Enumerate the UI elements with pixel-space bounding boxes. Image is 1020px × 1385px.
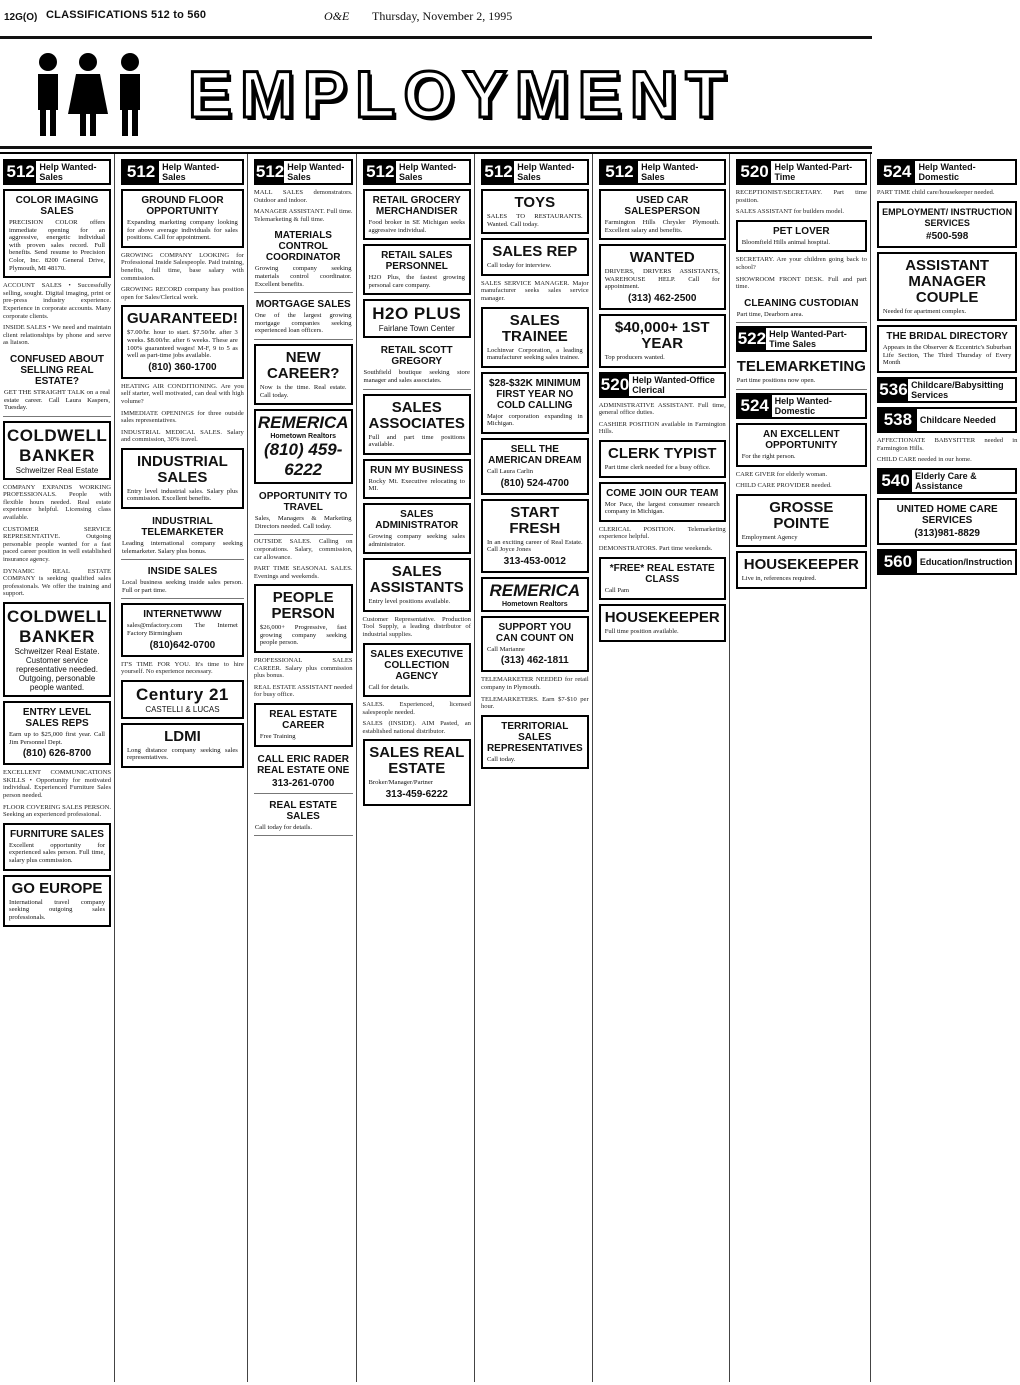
- section-heading: 538 Childcare Needed: [877, 407, 1018, 433]
- ad-text-filler: MALL SALES demonstrators. Outdoor and indoor. MANAGER ASSISTANT. Full time. Telemarketing & full time.: [253, 189, 353, 223]
- classified-ad: CLEANING CUSTODIAN Part time, Dearborn area.: [736, 295, 867, 324]
- section-heading: 520 Help Wanted-Part-Time: [736, 159, 867, 185]
- ad-title: CONFUSED ABOUT SELLING REAL ESTATE?: [9, 353, 105, 387]
- column-4: [360, 154, 475, 1382]
- section-heading: 512 Help Wanted-Sales: [599, 159, 726, 185]
- classified-ad: [3, 351, 111, 417]
- coldwell-banker-logo: COLDWELL BANKER Schweitzer Real Estate: [3, 421, 111, 480]
- ad-body: GET THE STRAIGHT TALK on a real estate career. Call Laura Kaspers, Tuesday.: [4, 388, 111, 412]
- column-1: [0, 154, 115, 1382]
- column-5: [478, 154, 593, 1382]
- classified-ad: MORTGAGE SALES One of the largest growing mortgage companies seeking experienced loan officers.: [254, 296, 353, 340]
- ad-text-filler: PART TIME child care/housekeeper needed.: [876, 189, 995, 196]
- classified-ad: INDUSTRIAL TELEMARKETER Leading international company seeking telemarketer. Salary plus bonus.: [121, 513, 244, 560]
- page-number: 12G(O): [4, 12, 38, 23]
- ad-text-filler: TELEMARKETER NEEDED for retail company in Plymouth. TELEMARKETERS. Earn $7-$10 per hour.: [480, 676, 589, 711]
- classified-ad: REAL ESTATE SALES Call today for details.: [254, 797, 353, 837]
- banner-title: EMPLOYMENT: [188, 57, 734, 131]
- classified-columns: [0, 152, 1018, 1382]
- ad-phone: (810) 626-8700: [22, 748, 92, 760]
- section-heading: 540 Elderly Care & Assistance: [877, 468, 1018, 494]
- section-number: 512: [6, 162, 35, 181]
- ad-text-filler: IT'S TIME FOR YOU. It's time to hire yourself. No experience necessary.: [121, 660, 244, 676]
- classified-ad: ASSISTANT MANAGER COUPLE Needed for apartment complex.: [877, 252, 1018, 322]
- ad-title: COLOR IMAGING SALES: [15, 195, 99, 217]
- ad-body: PRECISION COLOR offers immediate opening for an aggressive, energetic individual with proven sales record. Full benefits. Send resume to Precision Color, Inc. 8200 General Drive, Plymouth, MI 48170.: [9, 219, 106, 272]
- classified-ad: SUPPORT YOU CAN COUNT ON Call Marianne (313) 462-1811: [481, 616, 589, 673]
- section-heading: 512 Help Wanted-Sales: [363, 159, 471, 185]
- remerica-logo: REMERICA Hometown Realtors (810) 459-6222: [254, 409, 353, 484]
- classified-ad: TOYS SALES TO RESTAURANTS. Wanted. Call today.: [481, 189, 589, 234]
- section-heading: 536 Childcare/Babysitting Services: [877, 377, 1018, 403]
- ad-title: GO EUROPE: [11, 879, 103, 897]
- banner-top-rule: [0, 36, 872, 39]
- section-heading: 512 Help Wanted-Sales: [121, 159, 244, 185]
- ad-text-filler: EXCELLENT COMMUNICATIONS SKILLS • Opportunity for motivated individual. Experienced Furniture Sales person needed. FLOOR COVERING SALES PERSON. Seeking an experienced professional.: [3, 769, 112, 819]
- ad-text-filler: ACCOUNT SALES • Successfully selling, sought. Digital imaging, print or pre-press industry experience. Experience in corporate accounts. Many corporate clients. INSIDE SALES • We need and maintain client relationships by phone and serve as liaison.: [3, 282, 112, 347]
- classifications-range: CLASSIFICATIONS 512 to 560: [46, 9, 207, 21]
- ad-text-filler: SECRETARY. Are your children going back to school? SHOWROOM FRONT DESK. Full and part time.: [735, 256, 867, 291]
- people-figures-icon: [18, 44, 168, 144]
- classified-ad: WANTED DRIVERS, DRIVERS ASSISTANTS, WAREHOUSE HELP. Call for appointment. (313) 462-2500: [599, 244, 726, 310]
- classified-ad: HOUSEKEEPER Live in, references required.: [736, 551, 867, 589]
- classified-ad: SALES EXECUTIVE COLLECTION AGENCY Call for details.: [363, 643, 471, 698]
- ad-body: Earn up to $25,000 first year. Call Jim Personnel Dept.: [9, 731, 106, 746]
- ad-body: International travel company seeking outgoing sales professionals.: [9, 898, 106, 921]
- remerica-logo: REMERICA Hometown Realtors: [481, 577, 589, 612]
- classified-ad: CLERK TYPIST Part time clerk needed for a busy office.: [599, 440, 726, 478]
- ad-text-filler: AFFECTIONATE BABYSITTER needed in Farmington Hills. CHILD CARE needed in our home.: [876, 436, 1018, 464]
- ad-text-filler: CLERICAL POSITION. Telemarketing experience helpful. DEMONSTRATORS. Part time weekends.: [598, 525, 726, 552]
- ad-text-filler: SALES. Experienced, licensed salespeople needed. SALES (INSIDE). AIM Pasted, an established national distributor.: [362, 701, 471, 735]
- classified-ad: RETAIL SALES PERSONNEL H2O Plus, the fastest growing personal care company.: [363, 244, 471, 295]
- classified-ad: SALES ASSISTANTS Entry level positions available.: [363, 558, 471, 612]
- classified-ad: INTERNETWWW sales@mfactory.com The Internet Factory Birmingham (810)642-0700: [121, 603, 244, 656]
- classified-ad: THE BRIDAL DIRECTORY Appears in the Observer & Eccentric's Suburban Life Section, The Third Thursday of Every Month: [877, 325, 1018, 373]
- ad-text-filler: RECEPTIONIST/SECRETARY. Part time position. SALES ASSISTANT for builders model.: [735, 189, 867, 216]
- section-heading: 524 Help Wanted-Domestic: [736, 393, 867, 419]
- classified-ad: SALES REAL ESTATE Broker/Manager/Partner 313-459-6222: [363, 739, 471, 806]
- section-heading: 512 Help Wanted-Sales: [254, 159, 353, 185]
- classified-ad: SALES REP Call today for interview.: [481, 238, 589, 276]
- column-8: [874, 154, 1020, 1382]
- classified-ad: [3, 875, 111, 928]
- ad-title: FURNITURE SALES: [10, 828, 104, 840]
- ad-text-filler: Customer Representative. Production Tool Supply, a leading distributor of industrial supplies.: [362, 615, 471, 638]
- classified-ad: SALES ADMINISTRATOR Growing company seeking sales administrator.: [363, 503, 471, 554]
- banner-bottom-rule: [0, 146, 872, 149]
- classified-ad: AN EXCELLENT OPPORTUNITY For the right person.: [736, 423, 867, 467]
- classified-ad: *FREE* REAL ESTATE CLASS Call Pam: [599, 557, 726, 601]
- classified-ad: [3, 189, 111, 278]
- century-21-logo: Century 21 CASTELLI & LUCAS: [121, 680, 244, 719]
- classified-ad: LDMI Long distance company seeking sales representatives.: [121, 723, 244, 768]
- classified-ad: CALL ERIC RADER REAL ESTATE ONE 313-261-0700: [254, 751, 353, 794]
- section-heading: 512 Help Wanted-Sales: [481, 159, 589, 185]
- classified-ad: HOUSEKEEPER Full time position available.: [599, 604, 726, 642]
- classified-ad: SELL THE AMERICAN DREAM Call Laura Carlin (810) 524-4700: [481, 438, 589, 495]
- classified-ad: PET LOVER Bloomfield Hills animal hospital.: [736, 220, 867, 253]
- running-head: [0, 0, 872, 34]
- classified-ad: INDUSTRIAL SALES Entry level industrial sales. Salary plus commission. Excellent benefits.: [121, 448, 244, 509]
- column-3: [251, 154, 357, 1382]
- classified-ad: GROSSE POINTE Employment Agency: [736, 494, 867, 548]
- classified-ad: REAL ESTATE CAREER Free Training: [254, 703, 353, 747]
- ad-text-filler: OUTSIDE SALES. Calling on corporations. Salary, commission, car allowance. PART TIME SEASONAL SALES. Evenings and weekends.: [253, 538, 353, 580]
- classified-ad: SALES TRAINEE Lochinvar Corporation, a leading manufacturer seeking sales trainee.: [481, 307, 589, 368]
- classified-ad: OPPORTUNITY TO TRAVEL Sales, Managers & Marketing Directors needed. Call today.: [254, 488, 353, 535]
- section-heading: 520 Help Wanted-Office Clerical: [599, 372, 726, 398]
- publication-date: Thursday, November 2, 1995: [372, 9, 513, 23]
- ad-text-filler: PROFESSIONAL SALES CAREER. Salary plus commission plus bonus. REAL ESTATE ASSISTANT needed for busy office.: [253, 657, 353, 699]
- classified-ad: GROUND FLOOR OPPORTUNITY Expanding marketing company looking for above average individuals for sales positions. Call for appointment.: [121, 189, 244, 248]
- classified-ad: COME JOIN OUR TEAM Mor Pace, the largest consumer research company in Michigan.: [599, 482, 726, 522]
- classified-ad: USED CAR SALESPERSON Farmington Hills Chrysler Plymouth. Excellent salary and benefits.: [599, 189, 726, 240]
- ad-title: ENTRY LEVEL SALES REPS: [22, 707, 92, 729]
- employment-instruction-box: EMPLOYMENT/ INSTRUCTION SERVICES #500-598: [877, 201, 1018, 248]
- classified-ad: NEW CAREER? Now is the time. Real estate. Call today.: [254, 344, 353, 405]
- coldwell-banker-logo: COLDWELL BANKER Schweitzer Real Estate. Customer service representative needed. Outgoing, personable people wanted.: [3, 602, 111, 697]
- ad-body: Excellent opportunity for experienced sales person. Full time, salary plus commission.: [9, 841, 106, 864]
- classified-ad: GUARANTEED! $7.00/hr. hour to start. $7.50/hr. after 3 weeks. $8.00/hr. after 6 weeks. These are 100% guaranteed wages! M-F, 9 to 5 as well as part-time jobs available. (810) 360-1700: [121, 305, 244, 378]
- classified-ad: SALES ASSOCIATES Full and part time positions available.: [363, 394, 471, 455]
- section-label: Help Wanted-Sales: [39, 162, 97, 182]
- classified-ad: UNITED HOME CARE SERVICES (313)981-8829: [877, 498, 1018, 545]
- ad-text-filler: SALES SERVICE MANAGER. Major manufacturer seeks sales service manager.: [480, 279, 589, 302]
- section-heading: 560 Education/Instruction: [877, 549, 1018, 575]
- classified-ad: $40,000+ 1ST YEAR Top producers wanted.: [599, 314, 726, 368]
- h2o-plus-logo: H2O PLUS Fairlane Town Center: [363, 299, 471, 338]
- section-heading: 524 Help Wanted-Domestic: [877, 159, 1018, 185]
- classified-ad: START FRESH In an exciting career of Real Estate. Call Joyce Jones 313-453-0012: [481, 499, 589, 573]
- classified-ad: RUN MY BUSINESS Rocky Mt. Executive relocating to MI.: [363, 459, 471, 499]
- classified-ad: RETAIL GROCERY MERCHANDISER Food broker in SE Michigan seeks aggressive individual.: [363, 189, 471, 240]
- classified-ad: INSIDE SALES Local business seeking inside sales person. Full or part time.: [121, 563, 244, 599]
- column-6: [596, 154, 730, 1382]
- column-2: [118, 154, 248, 1382]
- section-banner: [0, 34, 872, 150]
- classified-ad: TERRITORIAL SALES REPRESENTATIVES Call today.: [481, 715, 589, 770]
- classified-ad: [3, 823, 111, 871]
- section-heading: 522 Help Wanted-Part-Time Sales: [736, 326, 867, 352]
- column-7: [733, 154, 871, 1382]
- ad-text-filler: COMPANY EXPANDS WORKING PROFESSIONALS. People with flexible hours needed. Real estate experience helpful. Licensing class available. CUSTOMER SERVICE REPRESENTATIVE. Outgoing personable people wanted for a fast paced career position in well established insurance agency. DYNAMIC REAL ESTATE COMPANY is seeking qualified sales professionals. We offer the training and support.: [3, 483, 112, 598]
- ad-text-filler: GROWING COMPANY LOOKING for Professional Inside Salespeople. Paid training, benefits, full time, base salary with commission. GROWING RECORD company has position open for Sales/Clerical work.: [121, 251, 244, 301]
- classified-ad: MATERIALS CONTROL COORDINATOR Growing company seeking materials control coordinator. Excellent benefits.: [254, 227, 353, 293]
- ad-text-filler: CARE GIVER for elderly woman. CHILD CARE PROVIDER needed.: [735, 470, 832, 490]
- classified-ad: PEOPLE PERSON $26,000+ Progressive, fast growing company seeking people person.: [254, 584, 353, 653]
- classified-ad: RETAIL SCOTT GREGORY Southfield boutique seeking store manager and sales associates.: [363, 342, 471, 389]
- section-heading: [3, 159, 111, 185]
- classified-ad: TELEMARKETING Part time positions now open.: [736, 356, 867, 390]
- classified-ad: [3, 701, 111, 765]
- ad-text-filler: ADMINISTRATIVE ASSISTANT. Full time, general office duties. CASHIER POSITION available in Farmington Hills.: [598, 401, 726, 436]
- publication-name: O&E: [324, 9, 350, 23]
- ad-text-filler: HEATING AIR CONDITIONING. Are you self starter, well motivated, can deal with high volume? IMMEDIATE OPENINGS for three outside sales representatives. INDUSTRIAL MEDICAL SALES. Salary and commission, 30% travel.: [121, 382, 244, 444]
- classified-ad: $28-$32K MINIMUM FIRST YEAR NO COLD CALLING Major corporation expanding in Michigan.: [481, 372, 589, 434]
